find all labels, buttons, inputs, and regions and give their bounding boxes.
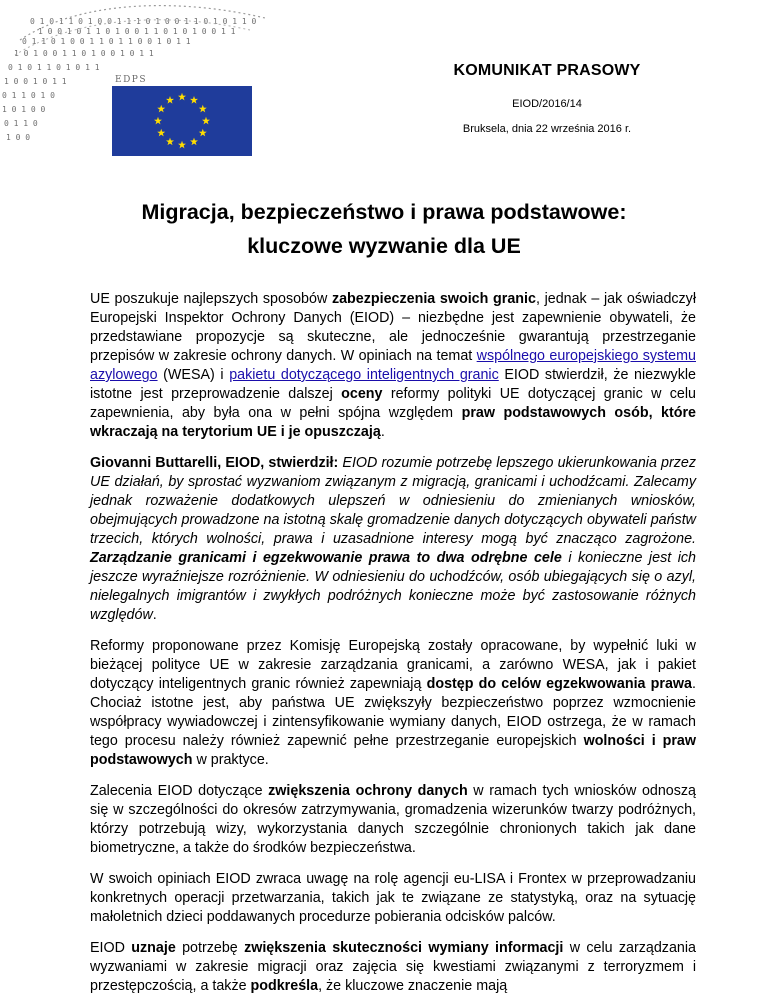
link-smart-borders[interactable]: pakietu dotyczącego inteligentnych granic bbox=[229, 367, 499, 383]
svg-text:0 1 1 0: 0 1 1 0 bbox=[4, 119, 38, 128]
svg-text:1 0 1 0 0 1 1 0 1 0 0 1 0 1 1: 1 0 1 0 0 1 1 0 1 0 0 1 0 1 1 bbox=[14, 49, 154, 58]
edps-logo-text: EDPS bbox=[115, 75, 148, 85]
edps-logo bbox=[0, 0, 270, 160]
article-body bbox=[90, 290, 696, 1008]
edps-logo-graphic bbox=[0, 0, 270, 160]
paragraph-5: W swoich opiniach EIOD zwraca uwagę na rolę agencji eu-LISA i Frontex w przeprowadzaniu konkretnych operacji przetwarzania, takich jak te związane ze statystyką, oraz na sytuację małoletnich dzieci poddawanych procedurze pobierania odcisków palców. bbox=[90, 871, 696, 925]
svg-text:1 0 1 0 0: 1 0 1 0 0 bbox=[2, 105, 46, 114]
paragraph-1: UE poszukuje najlepszych sposobów zabezpieczenia swoich granic, jednak – jak oświadczył Europejski Inspektor Ochrony Danych (EIOD) – niezbędne jest zapewnienie obywateli, że przedstawiane propozycje są skuteczne, ale jednocześnie gwarantują przestrzeganie przepisów w zakresie ochrony danych. W opiniach na temat wspólnego europejskiego systemu azylowego (WESA) i pakietu dotyczącego inteligentnych granic EIOD stwierdził, że niezwykle istotne jest przeprowadzenie dalszej oceny reformy polityki UE dotyczącej granic w celu zapewnienia, aby była ona w pełni spójna względem praw podstawowych osób, które wkraczają na terytorium UE i je opuszczają. bbox=[90, 291, 697, 440]
paragraph-2-quote: Giovanni Buttarelli, EIOD, stwierdził: EIOD rozumie potrzebę lepszego ukierunkowania przez UE działań, by sprostać wyzwaniom związanym z migracją, granicami i uchodźcami. Zalecamy jednak rozważenie dodatkowych ulepszeń w odniesieniu do zmienianych wniosków, obejmujących prowadzone na istotną skalę gromadzenie danych dotyczących obywateli państw trzecich, których wolności, prawa i uzasadnione interesy mogą być znacząco zagrożone. Zarządzanie granicami i egzekwowanie prawa to dwa odrębne cele i konieczne jest ich jeszcze wyraźniejsze rozróżnienie. W odniesieniu do uchodźców, osób ubiegających się o azyl, nielegalnych imigrantów i zwykłych podróżnych konieczne może być zastosowanie różnych względów. bbox=[90, 455, 696, 623]
svg-text:1 0 0: 1 0 0 bbox=[6, 133, 31, 142]
svg-text:0 1 0 1 1 0 1 0 1 1: 0 1 0 1 1 0 1 0 1 1 bbox=[8, 63, 100, 72]
svg-text:0 1 0 1 1 0 1 0 0 1 1 1 0 1 0: 0 1 0 1 1 0 1 0 0 1 1 1 0 1 0 0 1 1 0 1 0 1 1 0 bbox=[30, 17, 257, 26]
paragraph-6: EIOD uznaje potrzebę zwiększenia skuteczności wymiany informacji w celu zarządzania wyzwaniami w zakresie migracji oraz zajęcia się kwestiami związanymi z terroryzmem i przestępczością, a także podkreśla, że kluczowe znaczenie mają bbox=[90, 940, 696, 994]
eu-flag bbox=[112, 86, 252, 156]
svg-text:0 1 1 0 1 0 0 1 1 0 1 1 0 0 1: 0 1 1 0 1 0 0 1 1 0 1 1 0 0 1 0 1 1 bbox=[22, 37, 191, 46]
main-title-line-2: kluczowe wyzwanie dla UE bbox=[247, 234, 521, 258]
link-wesa[interactable]: wspólnego europejskiego systemu azylowego bbox=[90, 348, 696, 383]
svg-text:1 0 0 1 0 1 1 0 1 0 0 1 1 0 1: 1 0 0 1 0 1 1 0 1 0 0 1 1 0 1 0 1 0 0 1 1 bbox=[38, 27, 236, 36]
reference-number: EIOD/2016/14 bbox=[512, 98, 582, 110]
paragraph-3: Reformy proponowane przez Komisję Europejską zostały opracowane, by wypełnić luki w bieżącej polityce UE w zakresie zarządzania granicami, a zarówno WESA, jak i pakiet dotyczący inteligentnych granic również zapewniają dostęp do celów egzekwowania prawa. Chociaż istotne jest, aby państwa UE zwiększyły bezpieczeństwo poprzez wzmocnienie współpracy wywiadowczej i zintensyfikowanie wymiany danych, EIOD ostrzega, że w ramach tego procesu należy również zapewnić pełne przestrzeganie europejskich wolności i praw podstawowych w praktyce. bbox=[90, 638, 697, 768]
svg-text:0 1 1 0 1 0: 0 1 1 0 1 0 bbox=[2, 91, 55, 100]
paragraph-4: Zalecenia EIOD dotyczące zwiększenia ochrony danych w ramach tych wniosków odnoszą się w szczególności do okresów zatrzymywania, gromadzenia wizerunków twarzy podróżnych, którzy potrzebują wizy, wykorzystania danych szczególnie chronionych takich jak dane biometryczne, a także do środków bezpieczeństwa. bbox=[90, 783, 696, 856]
main-title-line-1: Migracja, bezpieczeństwo i prawa podstawowe: bbox=[141, 200, 627, 224]
release-date: Bruksela, dnia 22 września 2016 r. bbox=[462, 123, 632, 135]
press-release-title: KOMUNIKAT PRASOWY bbox=[453, 62, 641, 79]
svg-text:1 0 0 1 0 1 1: 1 0 0 1 0 1 1 bbox=[4, 77, 67, 86]
